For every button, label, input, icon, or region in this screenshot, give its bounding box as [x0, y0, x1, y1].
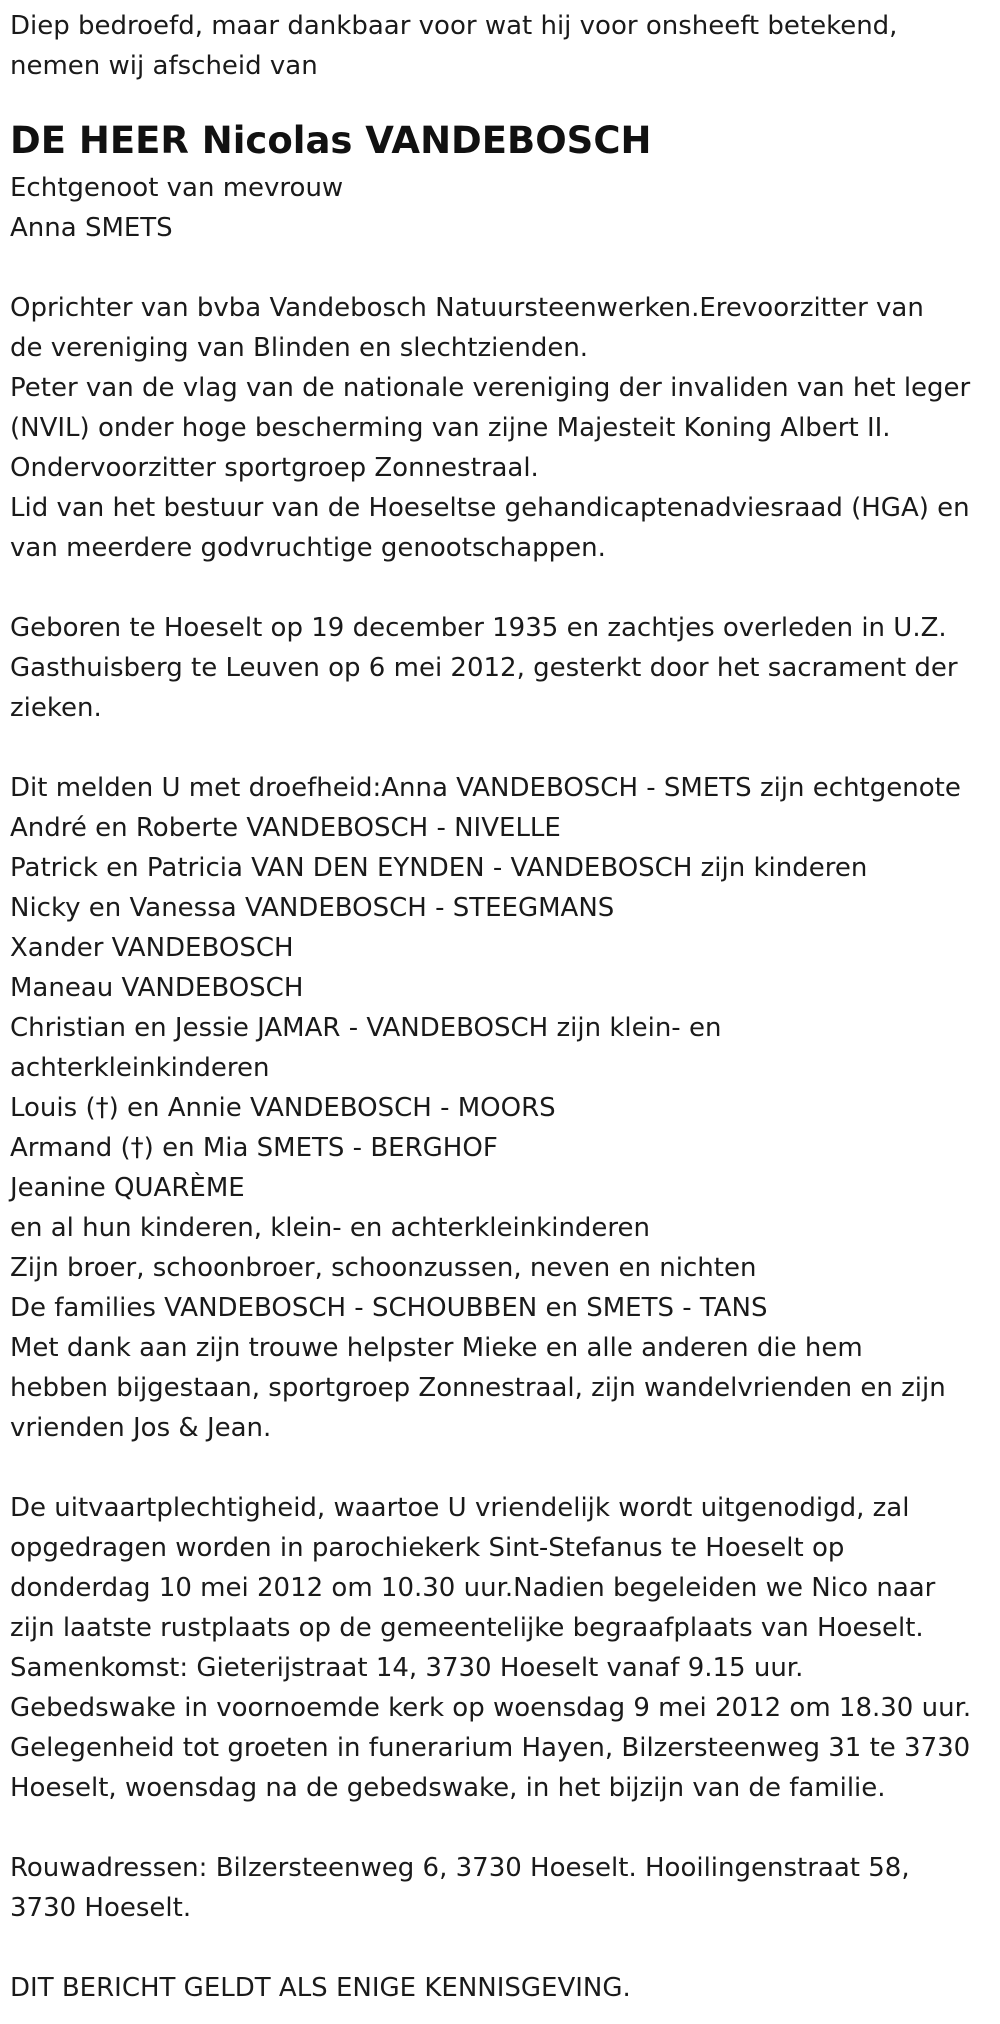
- spouse-text: [10, 168, 995, 248]
- text-line: De uitvaartplechtigheid, waartoe U vriendelijk wordt uitgenodigd, zal: [10, 1493, 910, 1523]
- roles-paragraph: [10, 288, 995, 568]
- paragraph-gap: [10, 248, 995, 288]
- text-line: opgedragen worden in parochiekerk Sint-Stefanus te Hoeselt op: [10, 1533, 845, 1563]
- deceased-name: DE HEER Nicolas VANDEBOSCH: [10, 119, 652, 162]
- text-line: van meerdere godvruchtige genootschappen.: [10, 533, 606, 563]
- addresses-paragraph: [10, 1848, 995, 1928]
- text-line: Peter van de vlag van de nationale vereniging der invaliden van het leger: [10, 373, 971, 403]
- text-line: De families VANDEBOSCH - SCHOUBBEN en SMETS - TANS: [10, 1293, 768, 1323]
- text-line: Rouwadressen: Bilzersteenweg 6, 3730 Hoeselt. Hooilingenstraat 58,: [10, 1853, 910, 1883]
- text-line: Lid van het bestuur van de Hoeseltse gehandicaptenadviesraad (HGA) en: [10, 493, 970, 523]
- text-line: Met dank aan zijn trouwe helpster Mieke en alle anderen die hem: [10, 1333, 863, 1363]
- text-line: Ondervoorzitter sportgroep Zonnestraal.: [10, 453, 539, 483]
- text-line: en al hun kinderen, klein- en achterkleinkinderen: [10, 1213, 651, 1243]
- text-line: vrienden Jos & Jean.: [10, 1413, 272, 1443]
- text-line: Dit melden U met droefheid:Anna VANDEBOSCH - SMETS zijn echtgenote: [10, 773, 961, 803]
- obituary-notice: [10, 6, 995, 2008]
- text-line: Geboren te Hoeselt op 19 december 1935 en zachtjes overleden in U.Z.: [10, 613, 947, 643]
- text-line: de vereniging van Blinden en slechtzienden.: [10, 333, 589, 363]
- closing-notice: DIT BERICHT GELDT ALS ENIGE KENNISGEVING.: [10, 1973, 631, 2003]
- text-line: Zijn broer, schoonbroer, schoonzussen, neven en nichten: [10, 1253, 757, 1283]
- text-line: Gelegenheid tot groeten in funerarium Hayen, Bilzersteenweg 31 te 3730: [10, 1733, 971, 1763]
- intro-text: [10, 6, 995, 86]
- family-paragraph: [10, 768, 995, 1448]
- text-line: Christian en Jessie JAMAR - VANDEBOSCH zijn klein- en: [10, 1013, 722, 1043]
- text-line: Jeanine QUARÈME: [10, 1173, 245, 1203]
- text-line: Echtgenoot van mevrouw: [10, 173, 344, 203]
- text-line: Gebedswake in voornoemde kerk op woensdag 9 mei 2012 om 18.30 uur.: [10, 1693, 972, 1723]
- text-line: Anna SMETS: [10, 213, 173, 243]
- ceremony-paragraph: [10, 1488, 995, 1808]
- text-line: Maneau VANDEBOSCH: [10, 973, 304, 1003]
- paragraph-gap: [10, 1808, 995, 1848]
- text-line: zijn laatste rustplaats op de gemeentelijke begraafplaats van Hoeselt.: [10, 1613, 924, 1643]
- text-line: Patrick en Patricia VAN DEN EYNDEN - VANDEBOSCH zijn kinderen: [10, 853, 868, 883]
- paragraph-gap: [10, 1448, 995, 1488]
- text-line: Nicky en Vanessa VANDEBOSCH - STEEGMANS: [10, 893, 615, 923]
- paragraph-gap: [10, 728, 995, 768]
- paragraph-gap: [10, 568, 995, 608]
- paragraph-gap: [10, 1928, 995, 1968]
- text-line: Armand (†) en Mia SMETS - BERGHOF: [10, 1133, 498, 1163]
- text-line: zieken.: [10, 693, 102, 723]
- text-line: Oprichter van bvba Vandebosch Natuursteenwerken.Erevoorzitter van: [10, 293, 924, 323]
- text-line: achterkleinkinderen: [10, 1053, 270, 1083]
- text-line: Xander VANDEBOSCH: [10, 933, 294, 963]
- text-line: Hoeselt, woensdag na de gebedswake, in het bijzijn van de familie.: [10, 1773, 886, 1803]
- text-line: nemen wij afscheid van: [10, 51, 318, 81]
- text-line: donderdag 10 mei 2012 om 10.30 uur.Nadien begeleiden we Nico naar: [10, 1573, 936, 1603]
- text-line: Gasthuisberg te Leuven op 6 mei 2012, gesterkt door het sacrament der: [10, 653, 958, 683]
- text-line: hebben bijgestaan, sportgroep Zonnestraal, zijn wandelvrienden en zijn: [10, 1373, 946, 1403]
- birth-death-paragraph: [10, 608, 995, 728]
- text-line: André en Roberte VANDEBOSCH - NIVELLE: [10, 813, 561, 843]
- text-line: Diep bedroefd, maar dankbaar voor wat hij voor onsheeft betekend,: [10, 11, 898, 41]
- text-line: Louis (†) en Annie VANDEBOSCH - MOORS: [10, 1093, 556, 1123]
- text-line: 3730 Hoeselt.: [10, 1893, 192, 1923]
- text-line: Samenkomst: Gieterijstraat 14, 3730 Hoeselt vanaf 9.15 uur.: [10, 1653, 804, 1683]
- text-line: (NVIL) onder hoge bescherming van zijne Majesteit Koning Albert II.: [10, 413, 891, 443]
